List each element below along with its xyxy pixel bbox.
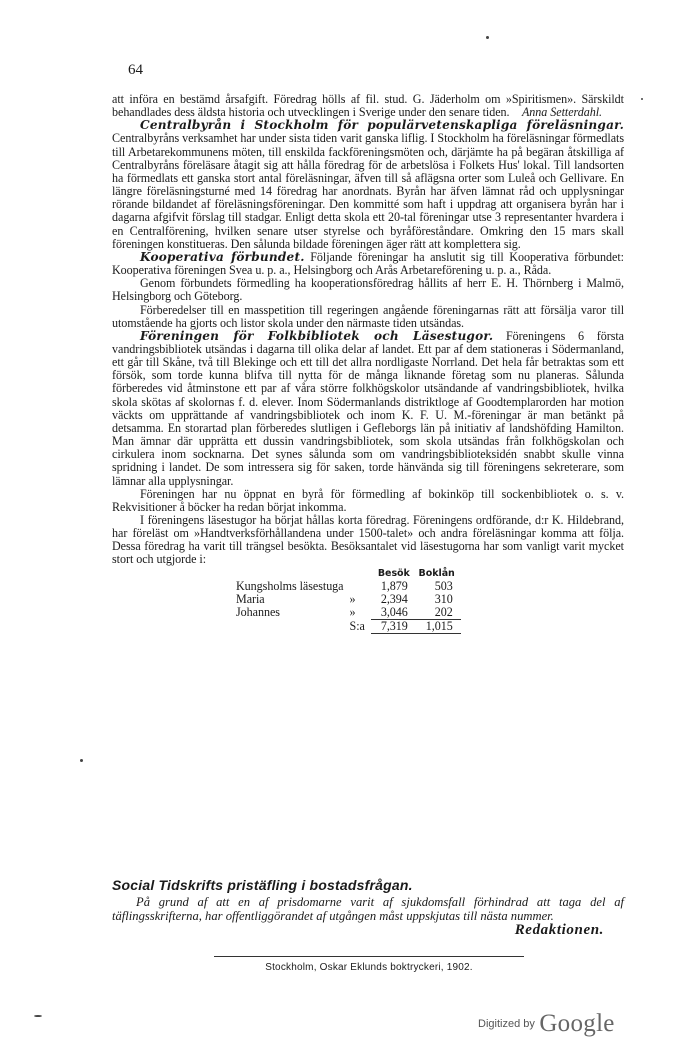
ditto-mark: » bbox=[349, 591, 356, 606]
paragraph-book-bureau: Föreningen har nu öppnat en byrå för förmedling af bokinköp till sockenbibliotek o. s. v. Rekvisitioner å böcker ha redan börjat inkomma. bbox=[112, 486, 624, 514]
ink-speck bbox=[34, 1015, 42, 1017]
table-row bbox=[236, 580, 461, 593]
section-centralbyran bbox=[112, 119, 624, 251]
reading-room-name: Maria bbox=[236, 591, 265, 606]
google-logo: Google bbox=[539, 1010, 615, 1037]
reading-room-name: Johannes bbox=[236, 604, 280, 619]
notice-signature: Redaktionen. bbox=[514, 922, 604, 938]
section-heading: Föreningen för Folkbibliotek och Läsestugor. bbox=[140, 328, 494, 343]
table-row bbox=[236, 606, 461, 620]
table-header-row bbox=[236, 567, 461, 580]
ditto-mark: » bbox=[349, 604, 356, 619]
visits-value: 3,046 bbox=[371, 606, 416, 620]
section-kooperativa bbox=[112, 251, 624, 277]
sum-visits: 7,319 bbox=[371, 619, 416, 633]
notice-body bbox=[112, 895, 624, 938]
sum-label: S:a bbox=[349, 618, 365, 633]
section-folkbibliotek bbox=[112, 330, 624, 488]
column-header-visits: Besök bbox=[377, 567, 410, 579]
section-heading: Kooperativa förbundet. bbox=[140, 249, 305, 264]
paragraph-kooperativa-lectures: Genom förbundets förmedling ha kooperationsföredrag hållits af herr E. H. Thörnberg i Malmö, Helsingborg och Göteborg. bbox=[112, 276, 624, 304]
paragraph-reading-rooms: I föreningens läsestugor ha börjat hållas korta föredrag. Föreningens ordförande, d:r K. Hildebrand, har föreläst om »Handtverksförhållandena under 1500-talet» och andra föreläsningar komma att följa. Dessa föredrag ha varit till trängsel besökta. Besöksantalet vid läsestugorna har som vanligt varit mycket stort och utgjorde i: bbox=[112, 513, 624, 567]
paragraph-kooperativa-petition: Förberedelser till en masspetition till regeringen angående föreningarnas rätt att försälja varor till utomstående ha gjorts och listor skola under den närmaste tiden utsändas. bbox=[112, 302, 624, 330]
section-heading: Centralbyrån i Stockholm för populärvetenskapliga föreläsningar. bbox=[140, 118, 624, 133]
reading-room-name: Kungsholms läsestuga bbox=[236, 578, 344, 593]
paragraph-text: att införa en bestämd årsafgift. Föredrag hölls af fil. stud. G. Jäderholm om »Spiritismen». Särskildt behandlades dess äldsta historia och utvecklingen i Sverige under den senare tiden. bbox=[112, 92, 624, 120]
section-text: Centralbyråns verksamhet har under sista tiden varit ganska liflig. I Stockholm ha föreläsningar förmedlats till Arbetarekommunens möten, till enskilda fackföreningsmöten och, därjämte ha på begäran åtskilliga af Centralbyråns föreläsare åtagit sig att hålla föredrag för de arbetslösa i Folkets Hus' lokal. Till landsorten ha förmedlats ett ganska stort antal föreläsningar, äfven till så aflägsna orter som Luleå och Gellivare. En längre föreläsningsturné med 14 föredrag har anordnats. Byrån har äfven lämnat råd och upplysningar rörande bildandet af föreläsningsföreningar. Den kommitté som haft i uppdrag att organisera byrån har i dagarna afgifvit förslag till stadgar. Enligt detta skola ett 20-tal föreningar utse 3 representanter hvardera i en Centralförening, hvilken senare utser styrelse och byråföreståndare. Omkring den 15 mars skall föreningen konstitueras. Den sålunda bildade föreningen äger rätt att komplettera sig. bbox=[112, 131, 624, 251]
printer-imprint: Stockholm, Oskar Eklunds boktryckeri, 1902. bbox=[265, 962, 473, 973]
table-row bbox=[236, 593, 461, 606]
paragraph-lecture-report bbox=[112, 93, 624, 119]
visits-value: 1,879 bbox=[380, 578, 408, 593]
section-text: Föreningens 6 första vandringsbibliotek utsändas i dagarna till olika delar af landet. Ett par af dem stationeras i Södermanland, ett går till Skåne, två till Blekinge och ett till det allra nordligaste Norrland. Det hela får betraktas som ett försök, som torde kunna blifva till nytta för de många liknande företag som nu planeras. Sålunda förberedes vid åtminstone ett par af våra större folkhögskolor utsändande af vandringsbibliotek, hvilka skola skötas af skolornas f. d. elever. Inom Södermanlands distriktloge af Goodtemplarorden har motion väckts om upprättande af vandringsbibliotek och inom K. F. U. M.-föreningar är man betänkt på detsamma. En storartad plan förberedes slutligen i Gefleborgs län på initiativ af landshöfding Hamilton. Man ämnar där upprätta ett dussin vandringsbibliotek, som skola utsändas från folkhögskolan och cirkulera inom socknarna. Det synes sålunda som om vandringsbiblioteksidén snabbt skulle vinna spridning i landet. De som intressera sig för saken, torde hänvända sig till föreningens sekreterare, som lämnar alla upplysningar. bbox=[112, 328, 624, 488]
ink-speck bbox=[641, 98, 643, 100]
section-text: Följande föreningar ha anslutit sig till Kooperativa förbundet: Kooperativa föreningen Svea u. p. a., Helsingborg och Arås Arbetareförening u. p. a., Råda. bbox=[112, 249, 624, 278]
ink-speck bbox=[486, 36, 489, 39]
notice-title: Social Tidskrifts pristäfling i bostadsfrågan. bbox=[112, 877, 413, 893]
ditto-mark bbox=[350, 580, 371, 593]
ink-speck bbox=[80, 759, 83, 762]
page-number: 64 bbox=[128, 62, 143, 78]
printer-divider bbox=[214, 956, 524, 957]
digitized-by-watermark bbox=[478, 1010, 615, 1038]
visitor-statistics-table bbox=[236, 567, 461, 634]
loans-value: 310 bbox=[434, 591, 453, 606]
prize-competition-notice bbox=[112, 877, 624, 937]
digitized-prefix: Digitized by bbox=[478, 1018, 535, 1030]
table-sum-row bbox=[236, 619, 461, 633]
column-header-loans: Boklån bbox=[418, 567, 455, 579]
signature: Anna Setterdahl. bbox=[521, 105, 602, 120]
loans-value: 503 bbox=[434, 578, 453, 593]
sum-loans: 1,015 bbox=[416, 619, 461, 633]
loans-value: 202 bbox=[416, 606, 461, 620]
article-body bbox=[112, 93, 624, 634]
visits-value: 2,394 bbox=[380, 591, 408, 606]
notice-text: På grund af att en af prisdomarne varit af sjukdomsfall förhindrad att taga del af täflingsskrifterna, har offentliggörandet af utgången måst uppskjutas till nästa nummer. bbox=[112, 895, 624, 923]
